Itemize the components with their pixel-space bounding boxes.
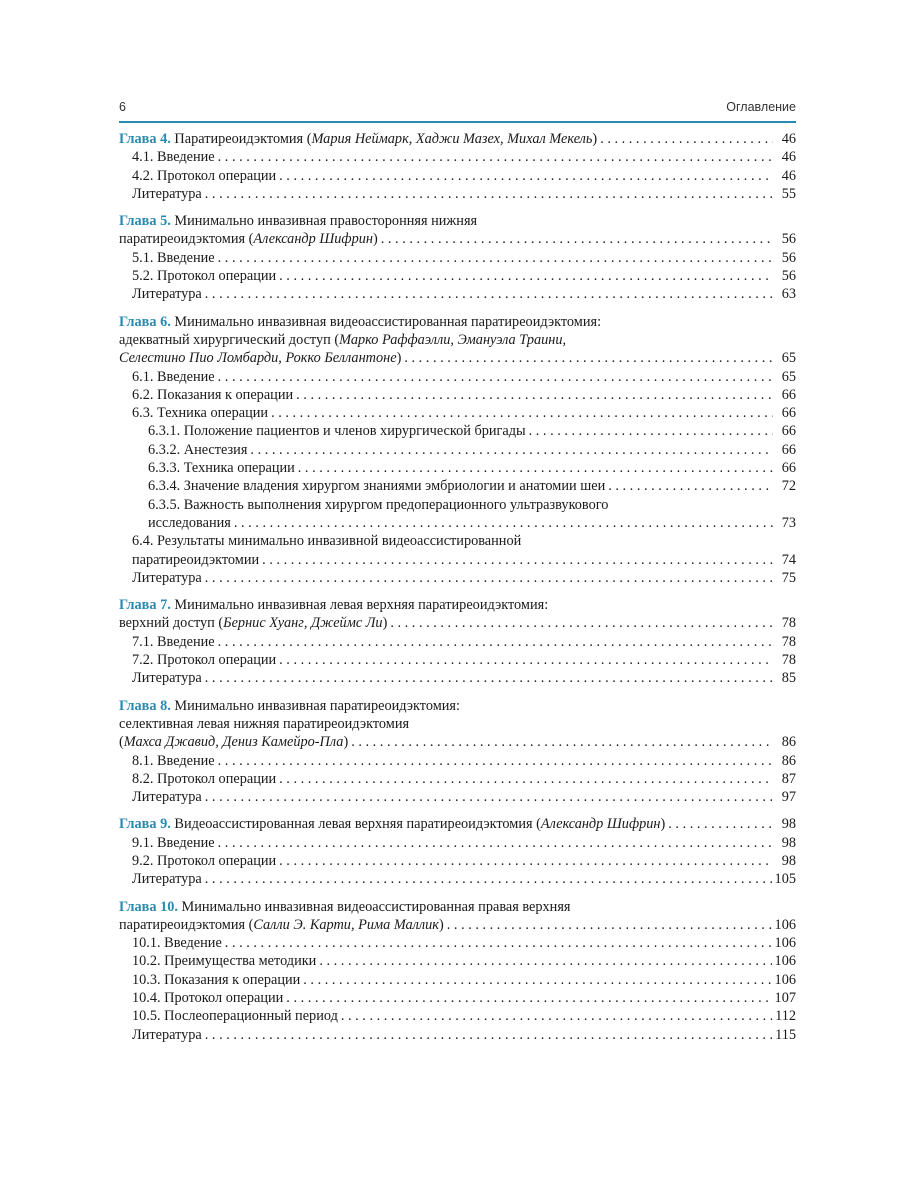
- page-ref: 86: [781, 752, 796, 769]
- page-ref: 106: [774, 953, 796, 970]
- section-entry: [119, 249, 796, 267]
- toc-entry-line: [119, 815, 796, 833]
- dot-leader: [218, 368, 773, 386]
- entry-text: [119, 230, 378, 248]
- page-ref: 78: [781, 652, 796, 669]
- chapter-label: Глава 9.: [119, 816, 171, 833]
- toc-entry-line: [132, 167, 796, 185]
- dot-leader: [279, 651, 773, 669]
- chapter-label: Глава 4.: [119, 131, 171, 147]
- entry-text: [132, 386, 293, 404]
- chapter-title: Минимально инвазивная видеоассистированная паратиреоидэктомия:: [174, 313, 602, 330]
- chapter-title-line: [119, 212, 796, 230]
- chapter-title: верхний доступ (: [119, 615, 224, 632]
- toc-entry-line: [132, 952, 796, 970]
- entry-text: [148, 477, 605, 495]
- chapter-label: Глава 5.: [119, 213, 171, 230]
- chapter-title: паратиреоидэктомия (: [119, 231, 254, 248]
- toc-entry-line: [148, 477, 796, 495]
- section-text: 6.3.3. Техника операции: [148, 460, 295, 477]
- toc-entry-line: [119, 916, 796, 934]
- chapter-title: Паратиреоидэктомия (: [174, 131, 312, 147]
- page-ref: 46: [781, 167, 796, 184]
- chapter-title: ): [592, 131, 598, 147]
- toc-entry-line: [132, 368, 796, 386]
- toc-entry-line: [132, 770, 796, 788]
- section-entry: [119, 532, 796, 569]
- section-entry: [119, 1007, 796, 1025]
- entry-text: [132, 669, 202, 687]
- section-text: 10.2. Преимущества методики: [132, 953, 317, 970]
- section-text: 7.1. Введение: [132, 633, 215, 650]
- dot-leader: [205, 569, 773, 587]
- chapter-authors: Мария Неймарк, Хаджи Мазех, Михал Мекель: [311, 131, 593, 147]
- entry-text: [119, 916, 444, 934]
- page-ref: 107: [774, 990, 796, 1007]
- page-ref: 115: [775, 1026, 796, 1043]
- dot-leader: [205, 285, 773, 303]
- entry-text: [132, 770, 276, 788]
- page-ref: 56: [781, 268, 796, 285]
- toc-entry-line: [119, 349, 796, 367]
- dot-leader: [205, 669, 773, 687]
- dot-leader: [279, 852, 773, 870]
- page-ref: 66: [781, 405, 796, 422]
- chapter-title: Видеоассистированная левая верхняя паратиреоидэктомия (: [174, 816, 541, 833]
- chapter-title-line: [119, 313, 796, 331]
- page-ref: 74: [781, 551, 796, 568]
- chapter-entry: [119, 898, 796, 1044]
- section-text: 6.2. Показания к операции: [132, 386, 294, 403]
- dot-leader: [250, 441, 773, 459]
- section-entry: [119, 477, 796, 495]
- section-text: исследования: [148, 514, 231, 531]
- entry-text: [132, 633, 215, 651]
- toc-entry-line: [148, 422, 796, 440]
- page-ref: 75: [781, 569, 796, 586]
- entry-text: [132, 1007, 338, 1025]
- chapter-entry: [119, 596, 796, 687]
- entry-text: [132, 752, 215, 770]
- entry-text: [132, 870, 202, 888]
- chapter-label: Глава 10.: [119, 898, 178, 915]
- chapter-title-line: [119, 898, 796, 916]
- section-text: паратиреоидэктомии: [132, 551, 260, 568]
- page-ref: 78: [781, 633, 796, 650]
- section-text: 7.2. Протокол операции: [132, 652, 277, 669]
- dot-leader: [205, 185, 773, 203]
- page-ref: 66: [781, 460, 796, 477]
- section-entry: [119, 368, 796, 386]
- entry-text: [132, 249, 215, 267]
- page-ref: 46: [781, 131, 796, 147]
- chapter-title: адекватный хирургический доступ (: [119, 331, 340, 348]
- chapter-entry: [119, 130, 796, 203]
- chapter-title: ): [372, 231, 378, 248]
- section-entry: [119, 404, 796, 422]
- entry-text: [148, 459, 295, 477]
- dot-leader: [271, 404, 773, 422]
- chapter-title: (: [119, 734, 124, 751]
- section-text: 6.1. Введение: [132, 368, 215, 385]
- dot-leader: [668, 815, 773, 833]
- toc-entry-line: [132, 386, 796, 404]
- section-entry: [119, 441, 796, 459]
- chapter-entry: [119, 212, 796, 303]
- chapter-title-line: [119, 697, 796, 715]
- section-entry: [119, 285, 796, 303]
- chapter-title-line: [119, 331, 796, 349]
- section-title: Оглавление: [726, 100, 796, 114]
- dot-leader: [279, 267, 773, 285]
- entry-text: [132, 852, 276, 870]
- entry-text: [119, 815, 665, 833]
- entry-text: [119, 614, 387, 632]
- dot-leader: [303, 971, 771, 989]
- chapter-title: Минимально инвазивная видеоассистированная правая верхняя: [181, 898, 571, 915]
- section-text: Литература: [132, 789, 202, 806]
- toc-entry-line: [132, 267, 796, 285]
- entry-text: [132, 989, 283, 1007]
- section-text: 10.5. Послеоперационный период: [132, 1008, 338, 1025]
- page-ref: 87: [781, 770, 796, 787]
- section-entry: [119, 496, 796, 533]
- section-text: Литература: [132, 569, 202, 586]
- section-entry: [119, 267, 796, 285]
- chapter-authors: Александр Шифрин: [540, 816, 661, 833]
- section-text: 6.3.2. Анестезия: [148, 441, 248, 458]
- dot-leader: [218, 148, 773, 166]
- entry-text: [132, 185, 202, 203]
- chapter-label: Глава 6.: [119, 313, 171, 330]
- entry-text: [148, 514, 231, 532]
- page-ref: 66: [781, 386, 796, 403]
- section-entry: [119, 788, 796, 806]
- toc-entry-line: [132, 569, 796, 587]
- toc-entry-line: [132, 633, 796, 651]
- dot-leader: [319, 952, 771, 970]
- toc-entry-line: [132, 651, 796, 669]
- toc-entry-line: [132, 934, 796, 952]
- section-text: 6.3.1. Положение пациентов и членов хирургической бригады: [148, 423, 526, 440]
- toc-entry-line: [119, 230, 796, 248]
- chapter-authors: Марко Раффаэлли, Эмануэла Траини,: [339, 331, 567, 348]
- page-ref: 65: [781, 368, 796, 385]
- section-entry: [119, 870, 796, 888]
- chapter-title: ): [660, 816, 666, 833]
- toc-entry-line: [132, 834, 796, 852]
- page-ref: 106: [774, 916, 796, 933]
- chapter-authors: Александр Шифрин: [253, 231, 373, 248]
- dot-leader: [234, 514, 773, 532]
- section-entry: [119, 148, 796, 166]
- entry-text: [132, 404, 268, 422]
- dot-leader: [341, 1007, 772, 1025]
- section-entry: [119, 386, 796, 404]
- section-text: 4.1. Введение: [132, 149, 215, 166]
- header-rule: [119, 121, 796, 123]
- section-entry: [119, 633, 796, 651]
- section-text: 10.3. Показания к операции: [132, 971, 301, 988]
- dot-leader: [225, 934, 772, 952]
- page-ref: 73: [781, 514, 796, 531]
- dot-leader: [600, 130, 773, 148]
- entry-text: [132, 148, 215, 166]
- section-entry: [119, 422, 796, 440]
- page-ref: 63: [781, 286, 796, 303]
- entry-text: [148, 422, 526, 440]
- entry-text: [132, 569, 202, 587]
- chapter-authors: Махса Джавид, Дениз Камейро-Пла: [123, 734, 344, 751]
- chapter-title: Минимально инвазивная паратиреоидэктомия:: [174, 697, 460, 714]
- entry-text: [132, 651, 276, 669]
- table-of-contents: [119, 130, 796, 1053]
- chapter-authors: Салли Э. Карти, Рима Маллик: [253, 916, 439, 933]
- section-text: 6.3. Техника операции: [132, 405, 269, 422]
- toc-entry-line: [132, 788, 796, 806]
- toc-entry-line: [148, 441, 796, 459]
- entry-text: [148, 441, 247, 459]
- toc-entry-line: [132, 752, 796, 770]
- entry-text: [132, 167, 276, 185]
- chapter-authors: Бернис Хуанг, Джеймс Ли: [223, 615, 383, 632]
- page-ref: 98: [781, 816, 796, 833]
- chapter-title: селективная левая нижняя паратиреоидэктомия: [119, 715, 410, 732]
- section-text: 9.1. Введение: [132, 834, 215, 851]
- toc-entry-line: [148, 514, 796, 532]
- toc-entry-line: [132, 551, 796, 569]
- toc-entry-line: [132, 669, 796, 687]
- section-text: 5.1. Введение: [132, 249, 215, 266]
- section-text: 10.1. Введение: [132, 935, 222, 952]
- chapter-title: Минимально инвазивная правосторонняя нижняя: [174, 213, 478, 230]
- dot-leader: [279, 167, 773, 185]
- page-ref: 78: [781, 615, 796, 632]
- page-ref: 66: [781, 441, 796, 458]
- section-text: 10.4. Протокол операции: [132, 990, 284, 1007]
- section-text: 4.2. Протокол операции: [132, 167, 277, 184]
- toc-entry-line: [132, 971, 796, 989]
- section-entry: [119, 185, 796, 203]
- chapter-entry: [119, 815, 796, 888]
- page-number: 6: [119, 100, 126, 114]
- page-ref: 85: [781, 670, 796, 687]
- chapter-entry: [119, 697, 796, 807]
- section-text: 6.3.5. Важность выполнения хирургом предоперационного ультразвукового: [148, 496, 609, 513]
- section-text: 6.3.4. Значение владения хирургом знаниями эмбриологии и анатомии шеи: [148, 478, 606, 495]
- page-ref: 56: [781, 249, 796, 266]
- section-entry: [119, 971, 796, 989]
- entry-text: [132, 834, 215, 852]
- page-ref: 112: [775, 1008, 796, 1025]
- dot-leader: [218, 834, 773, 852]
- section-text: 8.1. Введение: [132, 752, 215, 769]
- dot-leader: [205, 1026, 772, 1044]
- section-text: 6.4. Результаты минимально инвазивной видеоассистированной: [132, 533, 522, 550]
- dot-leader: [262, 551, 773, 569]
- section-text: 8.2. Протокол операции: [132, 770, 277, 787]
- page-ref: 66: [781, 423, 796, 440]
- chapter-title: Минимально инвазивная левая верхняя паратиреоидэктомия:: [174, 597, 549, 614]
- dot-leader: [286, 989, 771, 1007]
- dot-leader: [351, 733, 773, 751]
- section-entry: [119, 852, 796, 870]
- entry-text: [132, 971, 300, 989]
- toc-entry-line: [132, 852, 796, 870]
- chapter-label: Глава 7.: [119, 597, 171, 614]
- entry-text: [132, 1026, 202, 1044]
- section-entry: [119, 752, 796, 770]
- section-entry: [119, 1026, 796, 1044]
- entry-text: [132, 788, 202, 806]
- entry-text: [132, 368, 215, 386]
- page-ref: 98: [781, 834, 796, 851]
- section-entry: [119, 651, 796, 669]
- toc-entry-line: [132, 148, 796, 166]
- toc-entry-line: [132, 870, 796, 888]
- chapter-title: ): [396, 350, 402, 367]
- toc-entry-line: [119, 130, 796, 148]
- dot-leader: [218, 752, 773, 770]
- page-ref: 98: [781, 852, 796, 869]
- entry-text: [132, 267, 276, 285]
- dot-leader: [390, 614, 773, 632]
- section-entry: [119, 952, 796, 970]
- entry-text: [119, 130, 597, 148]
- dot-leader: [447, 916, 772, 934]
- entry-text: [119, 349, 401, 367]
- entry-text: [132, 952, 316, 970]
- section-text: Литература: [132, 871, 202, 888]
- section-text: Литература: [132, 1026, 202, 1043]
- toc-entry-line: [119, 733, 796, 751]
- chapter-title: ): [382, 615, 388, 632]
- page-ref: 106: [774, 971, 796, 988]
- chapter-title: ): [343, 734, 349, 751]
- chapter-title: паратиреоидэктомия (: [119, 916, 254, 933]
- toc-entry-line: [132, 1026, 796, 1044]
- page-ref: 105: [774, 871, 796, 888]
- section-text: 9.2. Протокол операции: [132, 852, 277, 869]
- section-entry: [119, 934, 796, 952]
- entry-text: [132, 285, 202, 303]
- dot-leader: [205, 788, 773, 806]
- section-entry: [119, 459, 796, 477]
- toc-entry-line: [119, 614, 796, 632]
- dot-leader: [296, 386, 773, 404]
- toc-entry-line: [132, 1007, 796, 1025]
- section-entry: [119, 770, 796, 788]
- page-ref: 56: [781, 231, 796, 248]
- section-entry: [119, 167, 796, 185]
- dot-leader: [608, 477, 773, 495]
- dot-leader: [279, 770, 773, 788]
- section-entry: [119, 834, 796, 852]
- dot-leader: [298, 459, 773, 477]
- chapter-entry: [119, 313, 796, 587]
- page-ref: 72: [781, 478, 796, 495]
- toc-entry-line: [132, 404, 796, 422]
- section-text: Литература: [132, 670, 202, 687]
- page-ref: 106: [774, 935, 796, 952]
- section-entry: [119, 669, 796, 687]
- toc-entry-line: [132, 989, 796, 1007]
- running-header: [119, 100, 796, 120]
- entry-text: [132, 934, 222, 952]
- dot-leader: [404, 349, 773, 367]
- dot-leader: [381, 230, 773, 248]
- section-text: Литература: [132, 185, 202, 202]
- dot-leader: [529, 422, 773, 440]
- section-entry: [119, 989, 796, 1007]
- section-text: Литература: [132, 286, 202, 303]
- page-ref: 65: [781, 350, 796, 367]
- dot-leader: [218, 249, 773, 267]
- page-ref: 55: [781, 185, 796, 202]
- entry-text: [119, 733, 348, 751]
- toc-entry-line: [148, 459, 796, 477]
- section-text: 5.2. Протокол операции: [132, 268, 277, 285]
- entry-text: [132, 551, 259, 569]
- dot-leader: [205, 870, 772, 888]
- page-ref: 86: [781, 734, 796, 751]
- toc-entry-line: [132, 249, 796, 267]
- toc-entry-line: [132, 185, 796, 203]
- page-ref: 97: [781, 789, 796, 806]
- toc-entry-line: [132, 285, 796, 303]
- chapter-title-line: [119, 715, 796, 733]
- dot-leader: [218, 633, 773, 651]
- chapter-title-line: [119, 596, 796, 614]
- chapter-label: Глава 8.: [119, 697, 171, 714]
- chapter-title: ): [439, 916, 444, 933]
- page-ref: 46: [781, 149, 796, 166]
- section-entry: [119, 569, 796, 587]
- chapter-authors: Селестино Пио Ломбарди, Рокко Беллантоне: [119, 350, 397, 367]
